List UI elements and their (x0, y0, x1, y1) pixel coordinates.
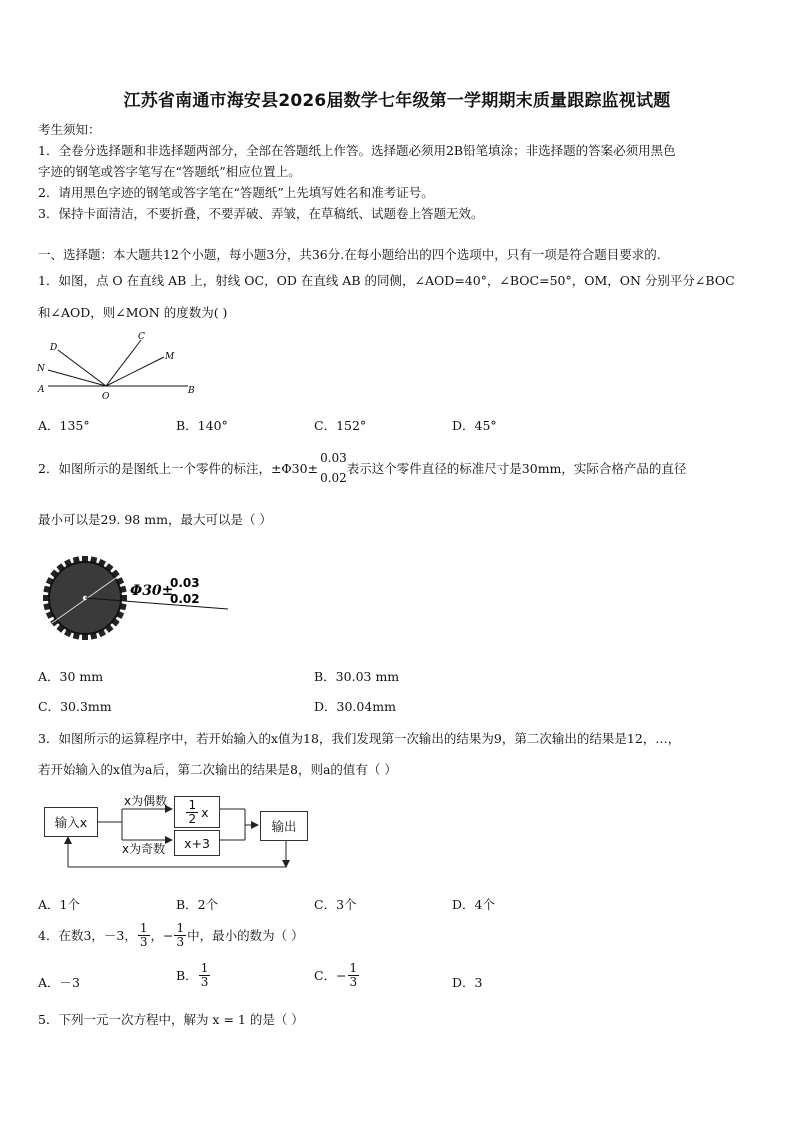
label-C: C (138, 332, 145, 342)
label-B: B (188, 386, 195, 396)
q4-f1-den: 3 (139, 934, 148, 949)
q2-text (38, 448, 686, 489)
flow-half-box (174, 796, 220, 828)
label-N: N (37, 364, 45, 374)
q2-choice-b[interactable]: B．30.03 mm (314, 669, 400, 684)
flow-even-label: x为偶数 (124, 794, 168, 808)
q2-text-cont: 最小可以是29. 98 mm，最大可以是（ ） (38, 512, 272, 527)
q4-choice-c[interactable] (314, 962, 360, 988)
q4-choice-c-label: C．− (314, 968, 347, 984)
q3-choice-b[interactable]: B．2个 (176, 897, 219, 912)
q2-text-pre: 2．如图所示的是图纸上一个零件的标注，±Φ30± (38, 461, 319, 477)
q2-tolerance (320, 448, 347, 489)
gear-tol-down: 0.02 (170, 592, 200, 606)
q4-choice-b-label: B． (176, 968, 198, 984)
section-heading: 一、选择题：本大题共12个小题，每小题3分，共36分.在每小题给出的四个选项中，只有一项是符合题目要求的. (38, 247, 661, 262)
flow-output-box: 输出 (260, 811, 308, 841)
q4-choice-b-den: 3 (200, 974, 209, 989)
q4-text-pre: 4．在数3，－3， (38, 928, 137, 944)
label-M: M (165, 352, 175, 362)
q4-choice-c-num: 1 (349, 961, 358, 975)
q4-f1-num: 1 (139, 921, 148, 935)
q4-sep: ，− (150, 928, 174, 944)
notice-item-1-cont: 字迹的钢笔或答字笔写在“答题纸”相应位置上。 (38, 164, 301, 179)
q4-choice-b-fraction (199, 962, 211, 988)
q1-text: 1．如图，点 O 在直线 AB 上，射线 OC，OD 在直线 AB 的同侧，∠AOD=40°，∠BOC=50°，OM，ON 分别平分∠BOC (38, 273, 735, 288)
notice-item-1: 1．全卷分选择题和非选择题两部分，全部在答题纸上作答。选择题必须用2B铅笔填涂；非选择题的答案必须用黑色 (38, 143, 676, 158)
q4-choice-c-fraction (348, 962, 360, 988)
flow-input-box: 输入x (44, 807, 98, 837)
q2-tol-down: 0.02 (320, 471, 347, 486)
q4-text (38, 922, 304, 948)
q2-choice-c[interactable]: C．30.3mm (38, 699, 112, 714)
q4-fraction-1 (138, 922, 150, 948)
q4-choice-a[interactable]: A．－3 (38, 975, 80, 990)
q3-choice-c[interactable]: C．3个 (314, 897, 357, 912)
q2-choice-d[interactable]: D．30.04mm (314, 699, 397, 714)
q1-choice-b[interactable]: B．140° (176, 418, 228, 433)
flow-half-x: x (201, 804, 209, 820)
q3-choice-d[interactable]: D．4个 (452, 897, 495, 912)
q3-choice-a[interactable]: A．1个 (38, 897, 80, 912)
gear-figure (40, 552, 240, 652)
q1-choice-c[interactable]: C．152° (314, 418, 367, 433)
flow-odd-label: x为奇数 (122, 842, 166, 856)
q4-fraction-2 (174, 922, 186, 948)
flow-half-fraction (186, 799, 198, 825)
q4-choice-b[interactable] (176, 962, 211, 988)
q4-f2-num: 1 (176, 921, 185, 935)
q1-text-cont: 和∠AOD，则∠MON 的度数为( ) (38, 305, 228, 320)
q3-text: 3．如图所示的运算程序中，若开始输入的x值为18，我们发现第一次输出的结果为9，第二次输出的结果是12，…， (38, 731, 681, 746)
flow-plus3-box: x+3 (174, 830, 220, 856)
q1-angle-figure (34, 330, 204, 405)
q4-f2-den: 3 (176, 934, 185, 949)
notice-item-3: 3．保持卡面清洁，不要折叠，不要弄破、弄皱，在草稿纸、试题卷上答题无效。 (38, 206, 484, 221)
q2-tol-up: 0.03 (320, 451, 347, 465)
q4-choice-d[interactable]: D．3 (452, 975, 483, 990)
gear-tol-up: 0.03 (170, 576, 200, 590)
notice-item-2: 2．请用黑色字迹的钢笔或答字笔在“答题纸”上先填写姓名和准考证号。 (38, 185, 434, 200)
q4-text-post: 中，最小的数为（ ） (187, 928, 304, 944)
q2-text-post: 表示这个零件直径的标准尺寸是30mm，实际合格产品的直径 (346, 461, 687, 477)
label-D: D (50, 343, 58, 353)
flow-half-num: 1 (188, 797, 197, 812)
q1-choice-d[interactable]: D．45° (452, 418, 497, 433)
gear-dimension-label: Φ30± (130, 583, 174, 599)
label-A: A (38, 385, 45, 395)
q1-choice-a[interactable]: A．135° (38, 418, 90, 433)
q4-choice-c-den: 3 (349, 974, 358, 989)
q3-text-cont: 若开始输入的x值为a后，第二次输出的结果是8，则a的值有（ ） (38, 762, 397, 777)
page-title: 江苏省南通市海安县2026届数学七年级第一学期期末质量跟踪监视试题 (123, 91, 671, 111)
notice-heading: 考生须知： (38, 122, 101, 137)
q4-choice-b-num: 1 (200, 961, 209, 975)
q5-text: 5．下列一元一次方程中，解为 x = 1 的是（ ） (38, 1012, 304, 1027)
flow-half-den: 2 (188, 811, 197, 826)
q2-choice-a[interactable]: A．30 mm (38, 669, 104, 684)
label-O: O (102, 392, 110, 402)
